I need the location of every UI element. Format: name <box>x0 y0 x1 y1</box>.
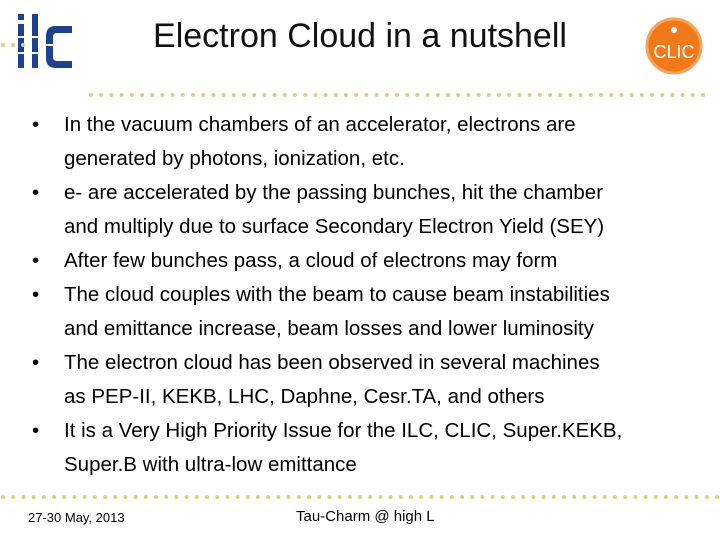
bullet-item <box>30 244 710 278</box>
footer-venue: Tau-Charm @ high L <box>296 508 435 525</box>
clic-logo <box>644 16 704 76</box>
bullet-list <box>30 108 710 482</box>
bullet-line: The electron cloud has been observed in several machines <box>64 351 600 374</box>
bullet-line: In the vacuum chambers of an accelerator, electrons are <box>64 113 576 136</box>
bullet-item <box>30 108 710 176</box>
ilc-logo <box>10 6 80 76</box>
dots-divider-top <box>88 92 710 98</box>
bullet-item <box>30 346 710 414</box>
bullet-item <box>30 414 710 482</box>
bullet-line: and multiply due to surface Secondary Electron Yield (SEY) <box>64 215 605 238</box>
bullet-line: e- are accelerated by the passing bunches, hit the chamber <box>64 181 604 204</box>
bullet-item <box>30 278 710 346</box>
footer-date: 27-30 May, 2013 <box>28 510 125 525</box>
bullet-item <box>30 176 710 244</box>
dots-divider-left <box>0 42 26 48</box>
bullet-line: Super.B with ultra-low emittance <box>64 453 357 476</box>
bullet-line: The cloud couples with the beam to cause beam instabilities <box>64 283 610 306</box>
svg-text:CLIC: CLIC <box>653 42 695 62</box>
bullet-line: as PEP-II, KEKB, LHC, Daphne, Cesr.TA, and others <box>64 385 545 408</box>
slide-title: Electron Cloud in a nutshell <box>153 17 567 55</box>
bullet-line: After few bunches pass, a cloud of electrons may form <box>64 249 558 272</box>
bullet-line: It is a Very High Priority Issue for the ILC, CLIC, Super.KEKB, <box>64 419 623 442</box>
dots-divider-bottom <box>0 494 720 500</box>
bullet-line: and emittance increase, beam losses and lower luminosity <box>64 317 594 340</box>
bullet-line: generated by photons, ionization, etc. <box>64 147 405 170</box>
